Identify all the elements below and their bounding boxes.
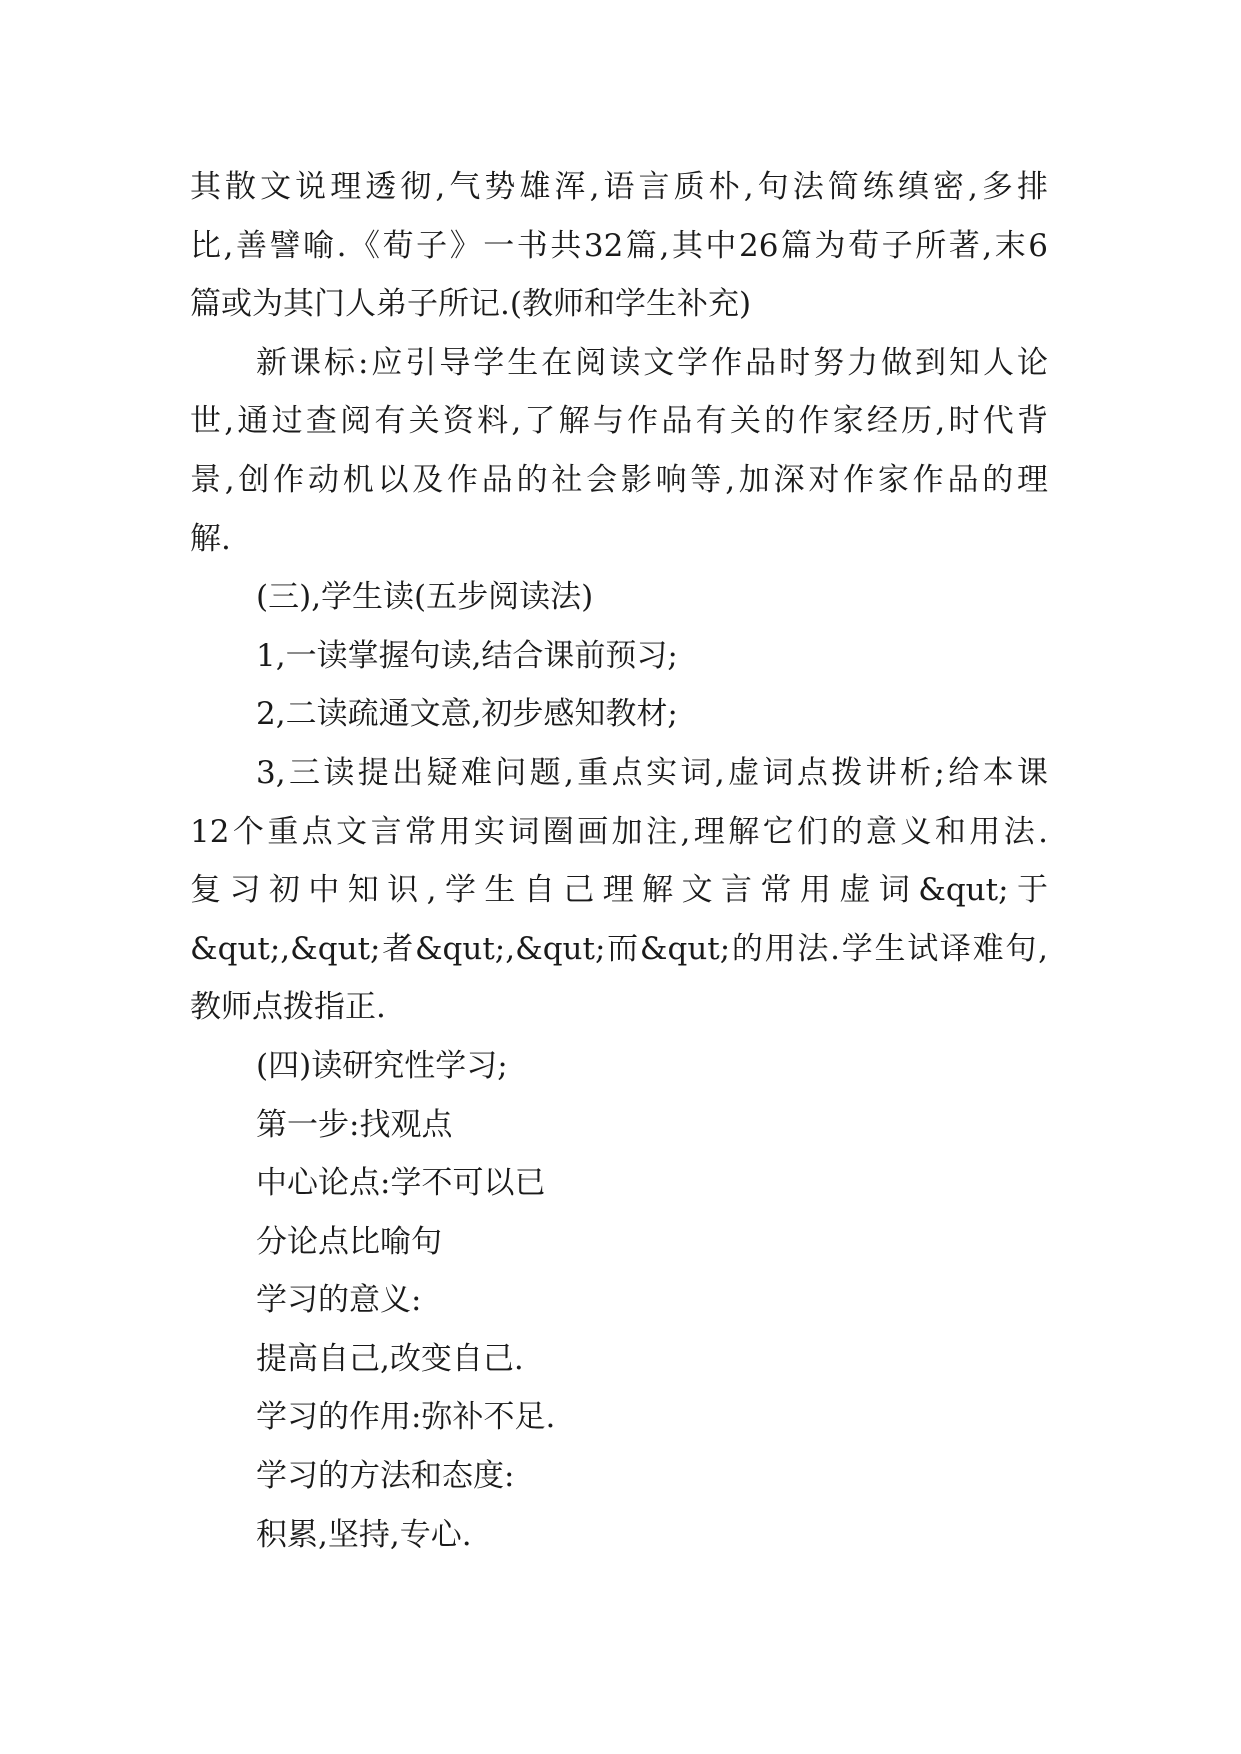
section-heading: (三),学生读(五步阅读法) (256, 579, 594, 616)
paragraph-line: 篇或为其门人弟子所记.(教师和学生补充) (190, 286, 752, 323)
paragraph-line: 新课标:应引导学生在阅读文学作品时努力做到知人论 (256, 344, 1048, 381)
outline-line: 学习的方法和态度: (256, 1458, 515, 1495)
paragraph-line: &qut;,&qut;者&qut;,&qut;而&qut;的用法.学生试译难句, (190, 930, 1048, 967)
outline-line: 学习的作用:弥补不足. (256, 1399, 556, 1436)
list-item: 2,二读疏通文意,初步感知教材; (256, 696, 678, 733)
document-body (190, 158, 1048, 1564)
paragraph-line: 解. (190, 520, 231, 557)
section-heading: (四)读研究性学习; (256, 1047, 508, 1084)
outline-line: 学习的意义: (256, 1282, 422, 1319)
paragraph-line: 12个重点文言常用实词圈画加注,理解它们的意义和用法. (190, 813, 1048, 850)
list-item: 1,一读掌握句读,结合课前预习; (256, 637, 678, 674)
outline-line: 积累,坚持,专心. (256, 1516, 472, 1553)
paragraph-line: 复习初中知识,学生自己理解文言常用虚词&qut;于 (190, 872, 1048, 909)
outline-line: 中心论点:学不可以已 (256, 1165, 546, 1202)
outline-line: 分论点比喻句 (256, 1223, 442, 1260)
paragraph-line: 世,通过查阅有关资料,了解与作品有关的作家经历,时代背 (190, 403, 1048, 440)
paragraph-line: 教师点拨指正. (190, 989, 386, 1026)
outline-line: 第一步:找观点 (256, 1106, 453, 1143)
paragraph-line: 比,善譬喻.《荀子》一书共32篇,其中26篇为荀子所著,末6 (190, 227, 1048, 264)
list-item: 3,三读提出疑难问题,重点实词,虚词点拨讲析;给本课 (256, 754, 1048, 791)
paragraph-line: 其散文说理透彻,气势雄浑,语言质朴,句法简练缜密,多排 (190, 169, 1048, 205)
outline-line: 提高自己,改变自己. (256, 1340, 524, 1377)
paragraph-line: 景,创作动机以及作品的社会影响等,加深对作家作品的理 (190, 461, 1048, 498)
